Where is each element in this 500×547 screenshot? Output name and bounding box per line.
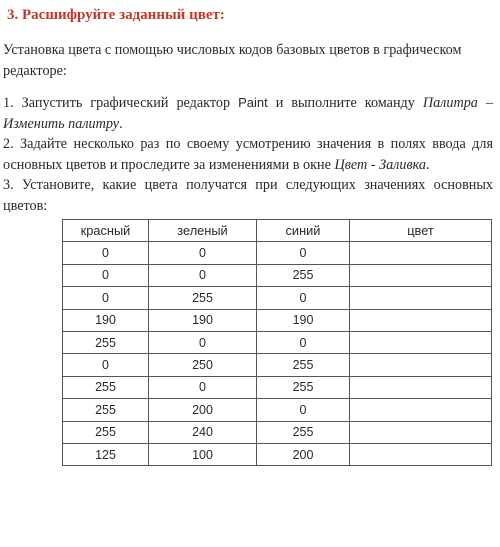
cell-green: 0 — [149, 264, 257, 286]
table-row — [63, 443, 492, 465]
intro-paragraph: Установка цвета с помощью числовых кодов базовых цветов в графическом редакторе: — [3, 42, 462, 79]
header-blue: синий — [257, 220, 350, 242]
cell-blue: 200 — [257, 443, 350, 465]
cell-red: 0 — [63, 264, 149, 286]
step-1-text: 1. Запустить графический редактор — [3, 95, 239, 111]
step-3: 3. Установите, какие цвета получатся при следующих значениях основных цветов: — [3, 177, 493, 214]
task-title: Расшифруйте заданный цвет: — [22, 7, 225, 23]
cell-blue: 0 — [257, 399, 350, 421]
rgb-values-table — [62, 219, 492, 466]
cell-green: 190 — [149, 309, 257, 331]
cell-green: 250 — [149, 354, 257, 376]
cell-green: 0 — [149, 376, 257, 398]
header-color: цвет — [350, 220, 492, 242]
cell-red: 0 — [63, 287, 149, 309]
cell-green: 200 — [149, 399, 257, 421]
cell-color[interactable] — [350, 309, 492, 331]
step-2-end: . — [426, 156, 430, 173]
cell-green: 0 — [149, 331, 257, 353]
cell-color[interactable] — [350, 354, 492, 376]
table-row — [63, 242, 492, 264]
cell-blue: 255 — [257, 421, 350, 443]
cell-color[interactable] — [350, 421, 492, 443]
task-heading — [7, 7, 225, 24]
step-2 — [3, 134, 493, 175]
step-1 — [3, 93, 493, 134]
cell-blue: 255 — [257, 354, 350, 376]
cell-red: 255 — [63, 421, 149, 443]
cell-color[interactable] — [350, 242, 492, 264]
cell-blue: 0 — [257, 242, 350, 264]
palette-menu-command: Палитра – Изменить палитру — [3, 95, 493, 132]
task-number: 3. — [7, 7, 19, 23]
cell-blue: 255 — [257, 376, 350, 398]
step-1-end: . — [119, 115, 123, 132]
header-red: красный — [63, 220, 149, 242]
table-row — [63, 309, 492, 331]
cell-blue: 255 — [257, 264, 350, 286]
cell-red: 255 — [63, 331, 149, 353]
cell-green: 100 — [149, 443, 257, 465]
cell-color[interactable] — [350, 264, 492, 286]
table-row — [63, 264, 492, 286]
step-2-text: 2. Задайте несколько раз по своему усмотрению значения в полях ввода для основных цветов и проследите за изменениями в окне — [3, 136, 493, 173]
cell-green: 255 — [149, 287, 257, 309]
cell-red: 0 — [63, 242, 149, 264]
cell-color[interactable] — [350, 443, 492, 465]
cell-red: 0 — [63, 354, 149, 376]
cell-green: 240 — [149, 421, 257, 443]
table-row — [63, 287, 492, 309]
cell-blue: 190 — [257, 309, 350, 331]
steps-block — [3, 93, 493, 216]
cell-green: 0 — [149, 242, 257, 264]
cell-red: 255 — [63, 399, 149, 421]
table-row — [63, 421, 492, 443]
color-fill-window-name: Цвет - Заливка — [334, 156, 426, 173]
header-green: зеленый — [149, 220, 257, 242]
cell-blue: 0 — [257, 331, 350, 353]
cell-color[interactable] — [350, 376, 492, 398]
cell-color[interactable] — [350, 399, 492, 421]
paint-program-name: Paint — [238, 95, 268, 110]
cell-color[interactable] — [350, 287, 492, 309]
cell-color[interactable] — [350, 331, 492, 353]
table-row — [63, 354, 492, 376]
table-row — [63, 399, 492, 421]
cell-red: 255 — [63, 376, 149, 398]
table-row — [63, 376, 492, 398]
cell-red: 190 — [63, 309, 149, 331]
cell-red: 125 — [63, 443, 149, 465]
cell-blue: 0 — [257, 287, 350, 309]
step-1-text-2: и выполните команду — [267, 95, 423, 111]
table-row — [63, 331, 492, 353]
table-header-row — [63, 220, 492, 242]
